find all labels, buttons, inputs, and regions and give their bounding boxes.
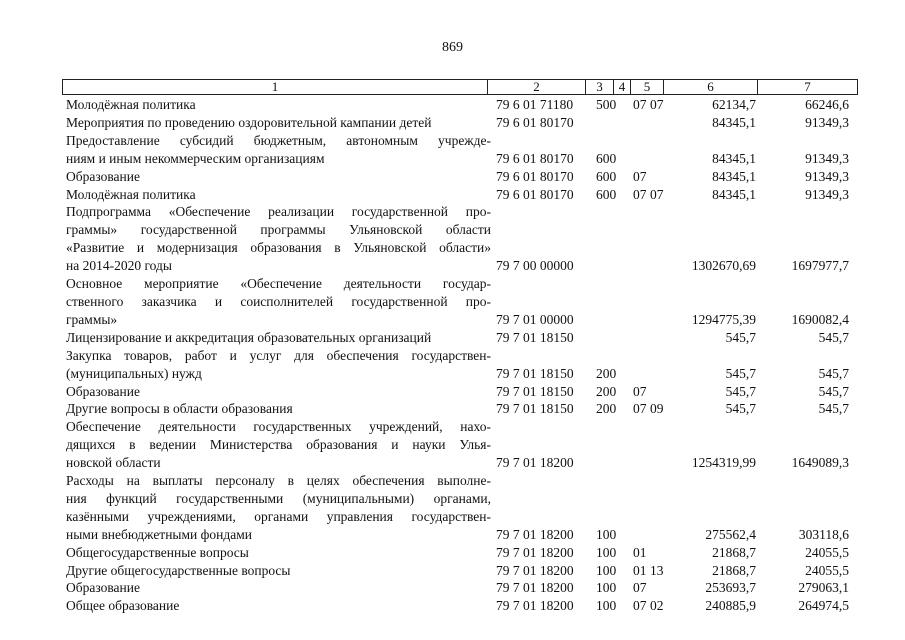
row-value-col6: 240885,9 (705, 598, 756, 614)
row-name (66, 114, 491, 132)
row-code: 79 7 01 18200 (496, 562, 574, 578)
row-name-line: Образование (66, 168, 140, 184)
table-row (66, 132, 856, 168)
row-name-line: казёнными учреждениями, органами управления государствен- (66, 508, 491, 524)
row-name-line: Молодёжная политика (66, 97, 196, 112)
table-row (66, 203, 856, 275)
row-value-col6: 1294775,39 (691, 311, 756, 327)
table-row (66, 383, 856, 401)
row-section: 07 (633, 97, 647, 112)
row-value-col7: 91349,3 (805, 186, 849, 202)
row-name-line: Основное мероприятие «Обеспечение деятельности государ- (66, 276, 491, 292)
row-expense-type: 600 (596, 168, 617, 184)
row-expense-type: 200 (596, 401, 617, 417)
row-section: 07 (633, 580, 647, 596)
row-name-line: Мероприятия по проведению оздоровительной кампании детей (66, 114, 432, 130)
row-value-col6: 545,7 (725, 383, 756, 399)
row-code: 79 7 01 18150 (496, 383, 574, 399)
row-name-line: граммы» (66, 311, 118, 327)
row-value-col6: 545,7 (725, 329, 756, 345)
row-name-line: Расходы на выплаты персоналу в целях обеспечения выполне- (66, 473, 491, 489)
row-subsection: 09 (650, 401, 664, 417)
row-value-col7: 66246,6 (805, 97, 849, 112)
row-name-line: граммы» государственной программы Ульяновской области (66, 222, 491, 238)
row-name-line: на 2014-2020 годы (66, 258, 172, 274)
row-value-col7: 24055,5 (805, 562, 849, 578)
row-name (66, 544, 491, 562)
row-code: 79 6 01 80170 (496, 168, 574, 184)
table-row (66, 186, 856, 204)
table-row (66, 418, 856, 472)
row-expense-type: 100 (596, 580, 617, 596)
row-name (66, 329, 491, 347)
table-row (66, 168, 856, 186)
row-value-col6: 62134,7 (712, 97, 756, 112)
row-name (66, 168, 491, 186)
row-name (66, 472, 491, 544)
table-row (66, 329, 856, 347)
row-expense-type: 100 (596, 544, 617, 560)
row-code: 79 6 01 80170 (496, 114, 574, 130)
header-col-3: 3 (585, 79, 614, 95)
row-name-line: Другие вопросы в области образования (66, 401, 293, 417)
row-value-col6: 275562,4 (705, 526, 756, 542)
row-expense-type: 100 (596, 562, 617, 578)
row-name (66, 597, 491, 615)
row-value-col7: 545,7 (818, 401, 849, 417)
header-col-5: 5 (630, 79, 664, 95)
header-col-6: 6 (663, 79, 758, 95)
row-name-line: новской области (66, 455, 161, 471)
row-name-line: Образование (66, 383, 140, 399)
table-row (66, 562, 856, 580)
row-name-line: Молодёжная политика (66, 186, 196, 202)
row-value-col7: 91349,3 (805, 150, 849, 166)
row-section: 01 (633, 544, 647, 560)
row-name-line: ниям и иным некоммерческим организациям (66, 150, 325, 166)
row-value-col7: 279063,1 (798, 580, 849, 596)
row-value-col6: 545,7 (725, 365, 756, 381)
row-code: 79 7 01 18200 (496, 455, 574, 471)
row-name-line: Общее образование (66, 598, 180, 614)
row-value-col7: 1690082,4 (791, 311, 849, 327)
row-section: 07 (633, 401, 647, 417)
row-name (66, 579, 491, 597)
row-code: 79 6 01 80170 (496, 150, 574, 166)
row-name (66, 418, 491, 472)
row-code: 79 7 01 18200 (496, 580, 574, 596)
row-expense-type: 200 (596, 383, 617, 399)
row-value-col6: 84345,1 (712, 114, 756, 130)
row-value-col7: 545,7 (818, 329, 849, 345)
row-name (66, 203, 491, 275)
row-value-col6: 84345,1 (712, 168, 756, 184)
table-row (66, 400, 856, 418)
row-code: 79 7 01 18200 (496, 544, 574, 560)
table-row (66, 597, 856, 615)
row-name-line: Предоставление субсидий бюджетным, автономным учрежде- (66, 132, 491, 148)
row-expense-type: 600 (596, 150, 617, 166)
row-value-col6: 545,7 (725, 401, 756, 417)
row-value-col6: 84345,1 (712, 150, 756, 166)
row-value-col6: 21868,7 (712, 544, 756, 560)
row-value-col7: 545,7 (818, 365, 849, 381)
row-expense-type: 100 (596, 526, 617, 542)
row-code: 79 7 01 18150 (496, 401, 574, 417)
row-name (66, 400, 491, 418)
table-row (66, 472, 856, 544)
table-row (66, 347, 856, 383)
row-name-line: Закупка товаров, работ и услуг для обеспечения государствен- (66, 347, 491, 363)
row-code: 79 7 01 00000 (496, 311, 574, 327)
row-section: 07 (633, 598, 647, 614)
row-section: 01 (633, 562, 647, 578)
table-row (66, 96, 856, 114)
page-number: 869 (442, 40, 463, 55)
row-value-col6: 253693,7 (705, 580, 756, 596)
row-expense-type: 200 (596, 365, 617, 381)
row-value-col7: 545,7 (818, 383, 849, 399)
table-row (66, 275, 856, 329)
row-name-line: ными внебюджетными фондами (66, 526, 252, 542)
row-name-line: Лицензирование и аккредитация образовательных организаций (66, 329, 432, 345)
row-value-col6: 1254319,99 (691, 455, 756, 471)
row-section: 07 (633, 383, 647, 399)
header-col-7: 7 (757, 79, 858, 95)
header-col-4: 4 (613, 79, 631, 95)
row-subsection: 02 (650, 598, 664, 614)
row-name-line: «Развитие и модернизация образования в Ульяновской области» (66, 240, 491, 256)
table-body (66, 96, 856, 615)
row-name-line: Подпрограмма «Обеспечение реализации государственной про- (66, 204, 491, 220)
table-row (66, 579, 856, 597)
row-name (66, 132, 491, 168)
row-code: 79 7 01 18150 (496, 365, 574, 381)
header-col-2: 2 (487, 79, 586, 95)
table-row (66, 114, 856, 132)
row-value-col7: 91349,3 (805, 114, 849, 130)
row-name (66, 347, 491, 383)
row-value-col6: 1302670,69 (691, 258, 756, 274)
row-value-col7: 303118,6 (798, 526, 849, 542)
row-subsection: 07 (650, 97, 664, 112)
row-name (66, 383, 491, 401)
table-row (66, 544, 856, 562)
row-code: 79 6 01 71180 (496, 97, 574, 112)
row-name-line: (муниципальных) нужд (66, 365, 202, 381)
row-subsection: 13 (650, 562, 664, 578)
row-code: 79 6 01 80170 (496, 186, 574, 202)
row-expense-type: 500 (596, 97, 617, 112)
row-name-line: ственного заказчика и соисполнителей государственной про- (66, 293, 491, 309)
row-name-line: Обеспечение деятельности государственных учреждений, нахо- (66, 419, 491, 435)
row-value-col7: 24055,5 (805, 544, 849, 560)
row-name-line: Общегосударственные вопросы (66, 544, 249, 560)
row-subsection: 07 (650, 186, 664, 202)
row-value-col7: 1697977,7 (791, 258, 849, 274)
row-value-col7: 91349,3 (805, 168, 849, 184)
row-section: 07 (633, 168, 647, 184)
row-value-col7: 264974,5 (798, 598, 849, 614)
row-expense-type: 100 (596, 598, 617, 614)
row-code: 79 7 01 18200 (496, 598, 574, 614)
header-col-1: 1 (62, 79, 488, 95)
row-value-col6: 21868,7 (712, 562, 756, 578)
row-code: 79 7 01 18200 (496, 526, 574, 542)
row-name-line: Образование (66, 580, 140, 596)
row-name-line: ния функций государственными (муниципальными) органами, (66, 490, 491, 506)
row-code: 79 7 00 00000 (496, 258, 574, 274)
row-expense-type: 600 (596, 186, 617, 202)
row-name-line: дящихся в ведении Министерства образования и науки Улья- (66, 437, 491, 453)
row-name (66, 96, 491, 114)
row-name (66, 562, 491, 580)
row-section: 07 (633, 186, 647, 202)
row-value-col7: 1649089,3 (791, 455, 849, 471)
row-name (66, 186, 491, 204)
row-value-col6: 84345,1 (712, 186, 756, 202)
row-code: 79 7 01 18150 (496, 329, 574, 345)
row-name (66, 275, 491, 329)
row-name-line: Другие общегосударственные вопросы (66, 562, 291, 578)
